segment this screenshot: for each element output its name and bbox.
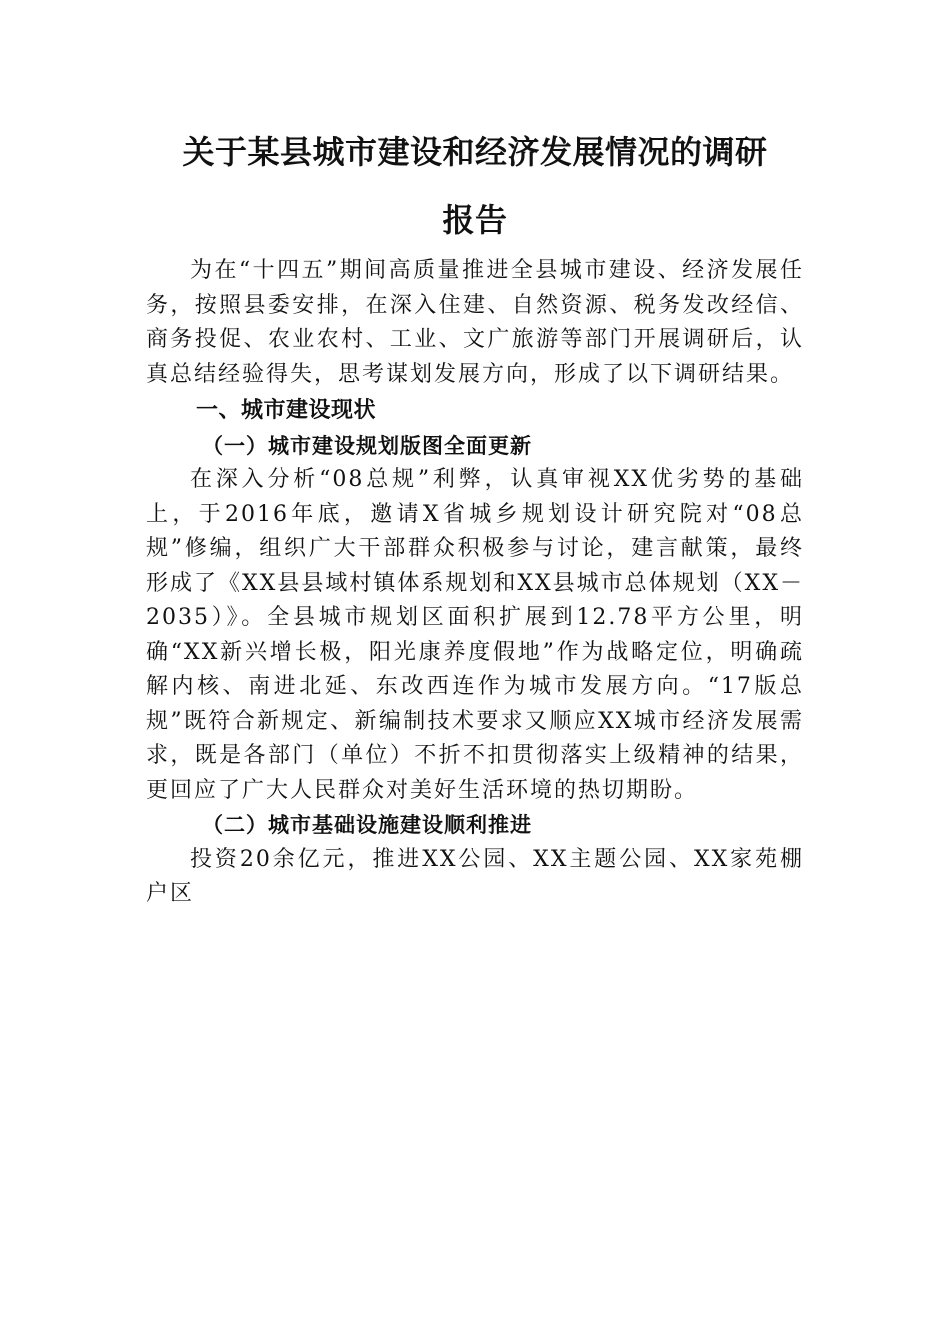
document-body: [146, 118, 804, 912]
document-title-line-2: 报告: [442, 201, 508, 239]
subsection-2-paragraph: 投资20余亿元，推进XX公园、XX主题公园、XX家苑棚户区: [146, 846, 804, 906]
intro-paragraph: 为在“十四五”期间高质量推进全县城市建设、经济发展任务，按照县委安排，在深入住建、自然资源、税务发改经信、商务投促、农业农村、工业、文广旅游等部门开展调研后，认真总结经验得失，思考谋划发展方向，形成了以下调研结果。: [146, 258, 804, 387]
section-heading-1: 一、城市建设现状: [196, 398, 377, 423]
document-title-line-1: 关于某县城市建设和经济发展情况的调研: [182, 133, 768, 171]
subsection-1-paragraph: 在深入分析“08总规”利弊，认真审视XX优劣势的基础上，于2016年底，邀请X省城乡规划设计研究院对“08总规”修编，组织广大干部群众积极参与讨论，建言献策，最终形成了《XX县县域村镇体系规划和XX县城市总体规划（XX－2035）》。全县城市规划区面积扩展到12.78平方公里，明确“XX新兴增长极，阳光康养度假地”作为战略定位，明确疏解内核、南进北延、东改西连作为城市发展方向。“17版总规”既符合新规定、新编制技术要求又顺应XX城市经济发展需求，既是各部门（单位）不折不扣贯彻落实上级精神的结果，更回应了广大人民群众对美好生活环境的热切期盼。: [146, 467, 804, 803]
subsection-heading-1: （一）城市建设规划版图全面更新: [202, 432, 532, 458]
subsection-heading-2: （二）城市基础设施建设顺利推进: [202, 812, 532, 837]
document-title: [146, 118, 804, 254]
